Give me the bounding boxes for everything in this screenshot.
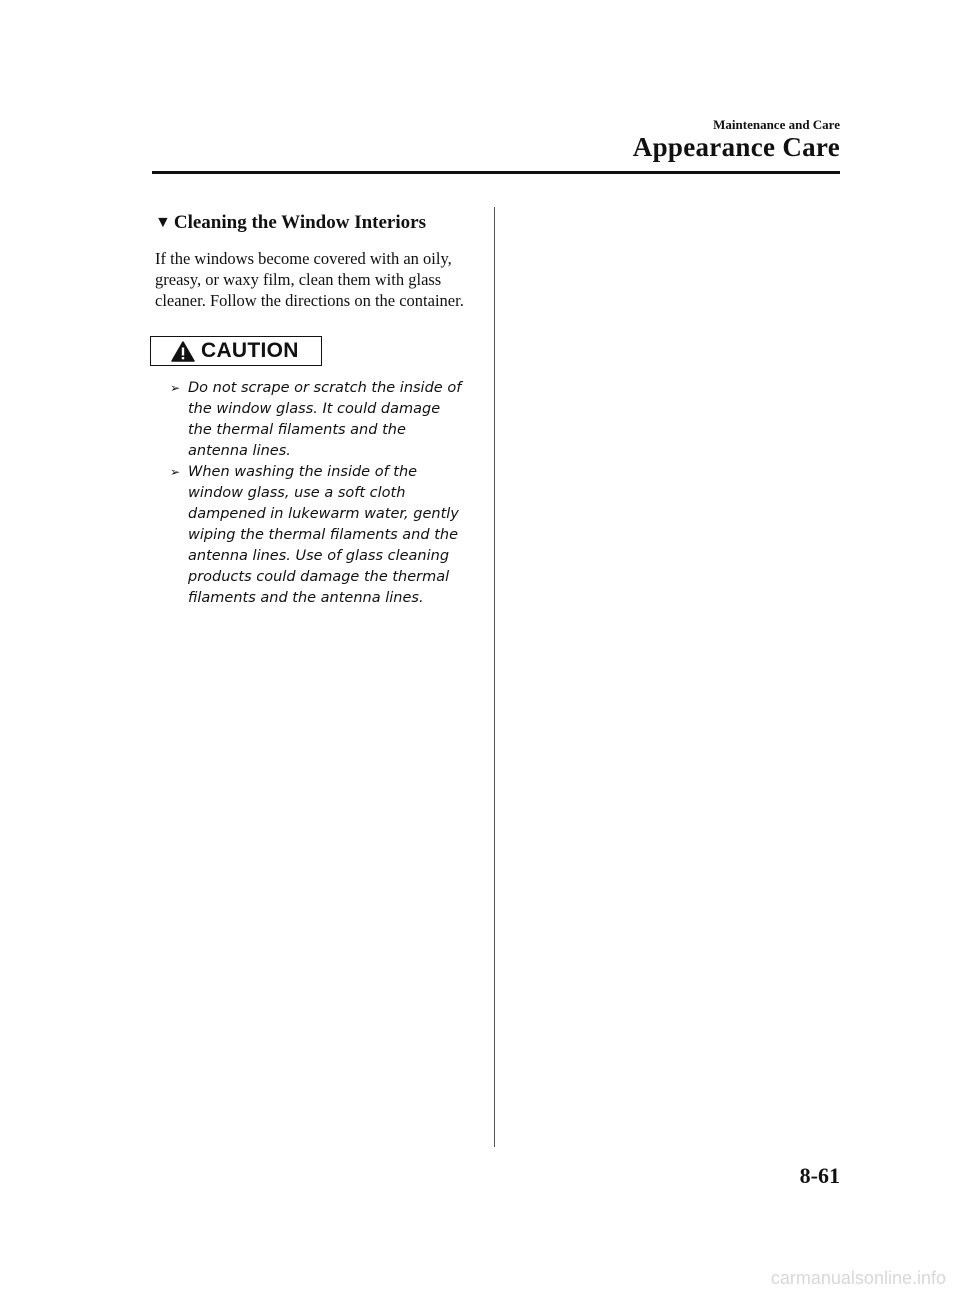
- header-rule: [152, 171, 840, 174]
- section-heading: [155, 212, 475, 234]
- caution-item-text: Do not scrape or scratch the inside of the window glass. It could damage the thermal filaments and the antenna lines.: [188, 380, 462, 459]
- section-heading-text: Cleaning the Window Interiors: [173, 212, 426, 233]
- watermark[interactable]: carmanualsonline.info: [770, 1268, 946, 1288]
- caution-item-text: When washing the inside of the window glass, use a soft cloth dampened in lukewarm water, gently wiping the thermal filaments and the antenna lines. Use of glass cleaning products could damage the thermal filaments and the antenna lines.: [188, 464, 459, 606]
- warning-icon: [171, 341, 195, 362]
- triangle-marker-icon: ▼: [155, 214, 171, 231]
- page-title: Appearance Care: [632, 132, 840, 162]
- list-item: [170, 378, 475, 462]
- arrow-bullet-icon: ➢: [170, 465, 181, 479]
- arrow-bullet-icon: ➢: [170, 381, 181, 395]
- column-divider: [494, 207, 495, 1147]
- body-paragraph: If the windows become covered with an oily, greasy, or waxy film, clean them with glass cleaner. Follow the directions on the container.: [155, 249, 464, 310]
- page-number: 8-61: [799, 1163, 840, 1188]
- caution-banner: [150, 336, 322, 366]
- caution-label: CAUTION: [201, 339, 299, 362]
- left-column: [155, 212, 475, 609]
- list-item: [170, 462, 475, 609]
- section-label: Maintenance and Care: [713, 117, 840, 132]
- caution-list: [155, 378, 475, 609]
